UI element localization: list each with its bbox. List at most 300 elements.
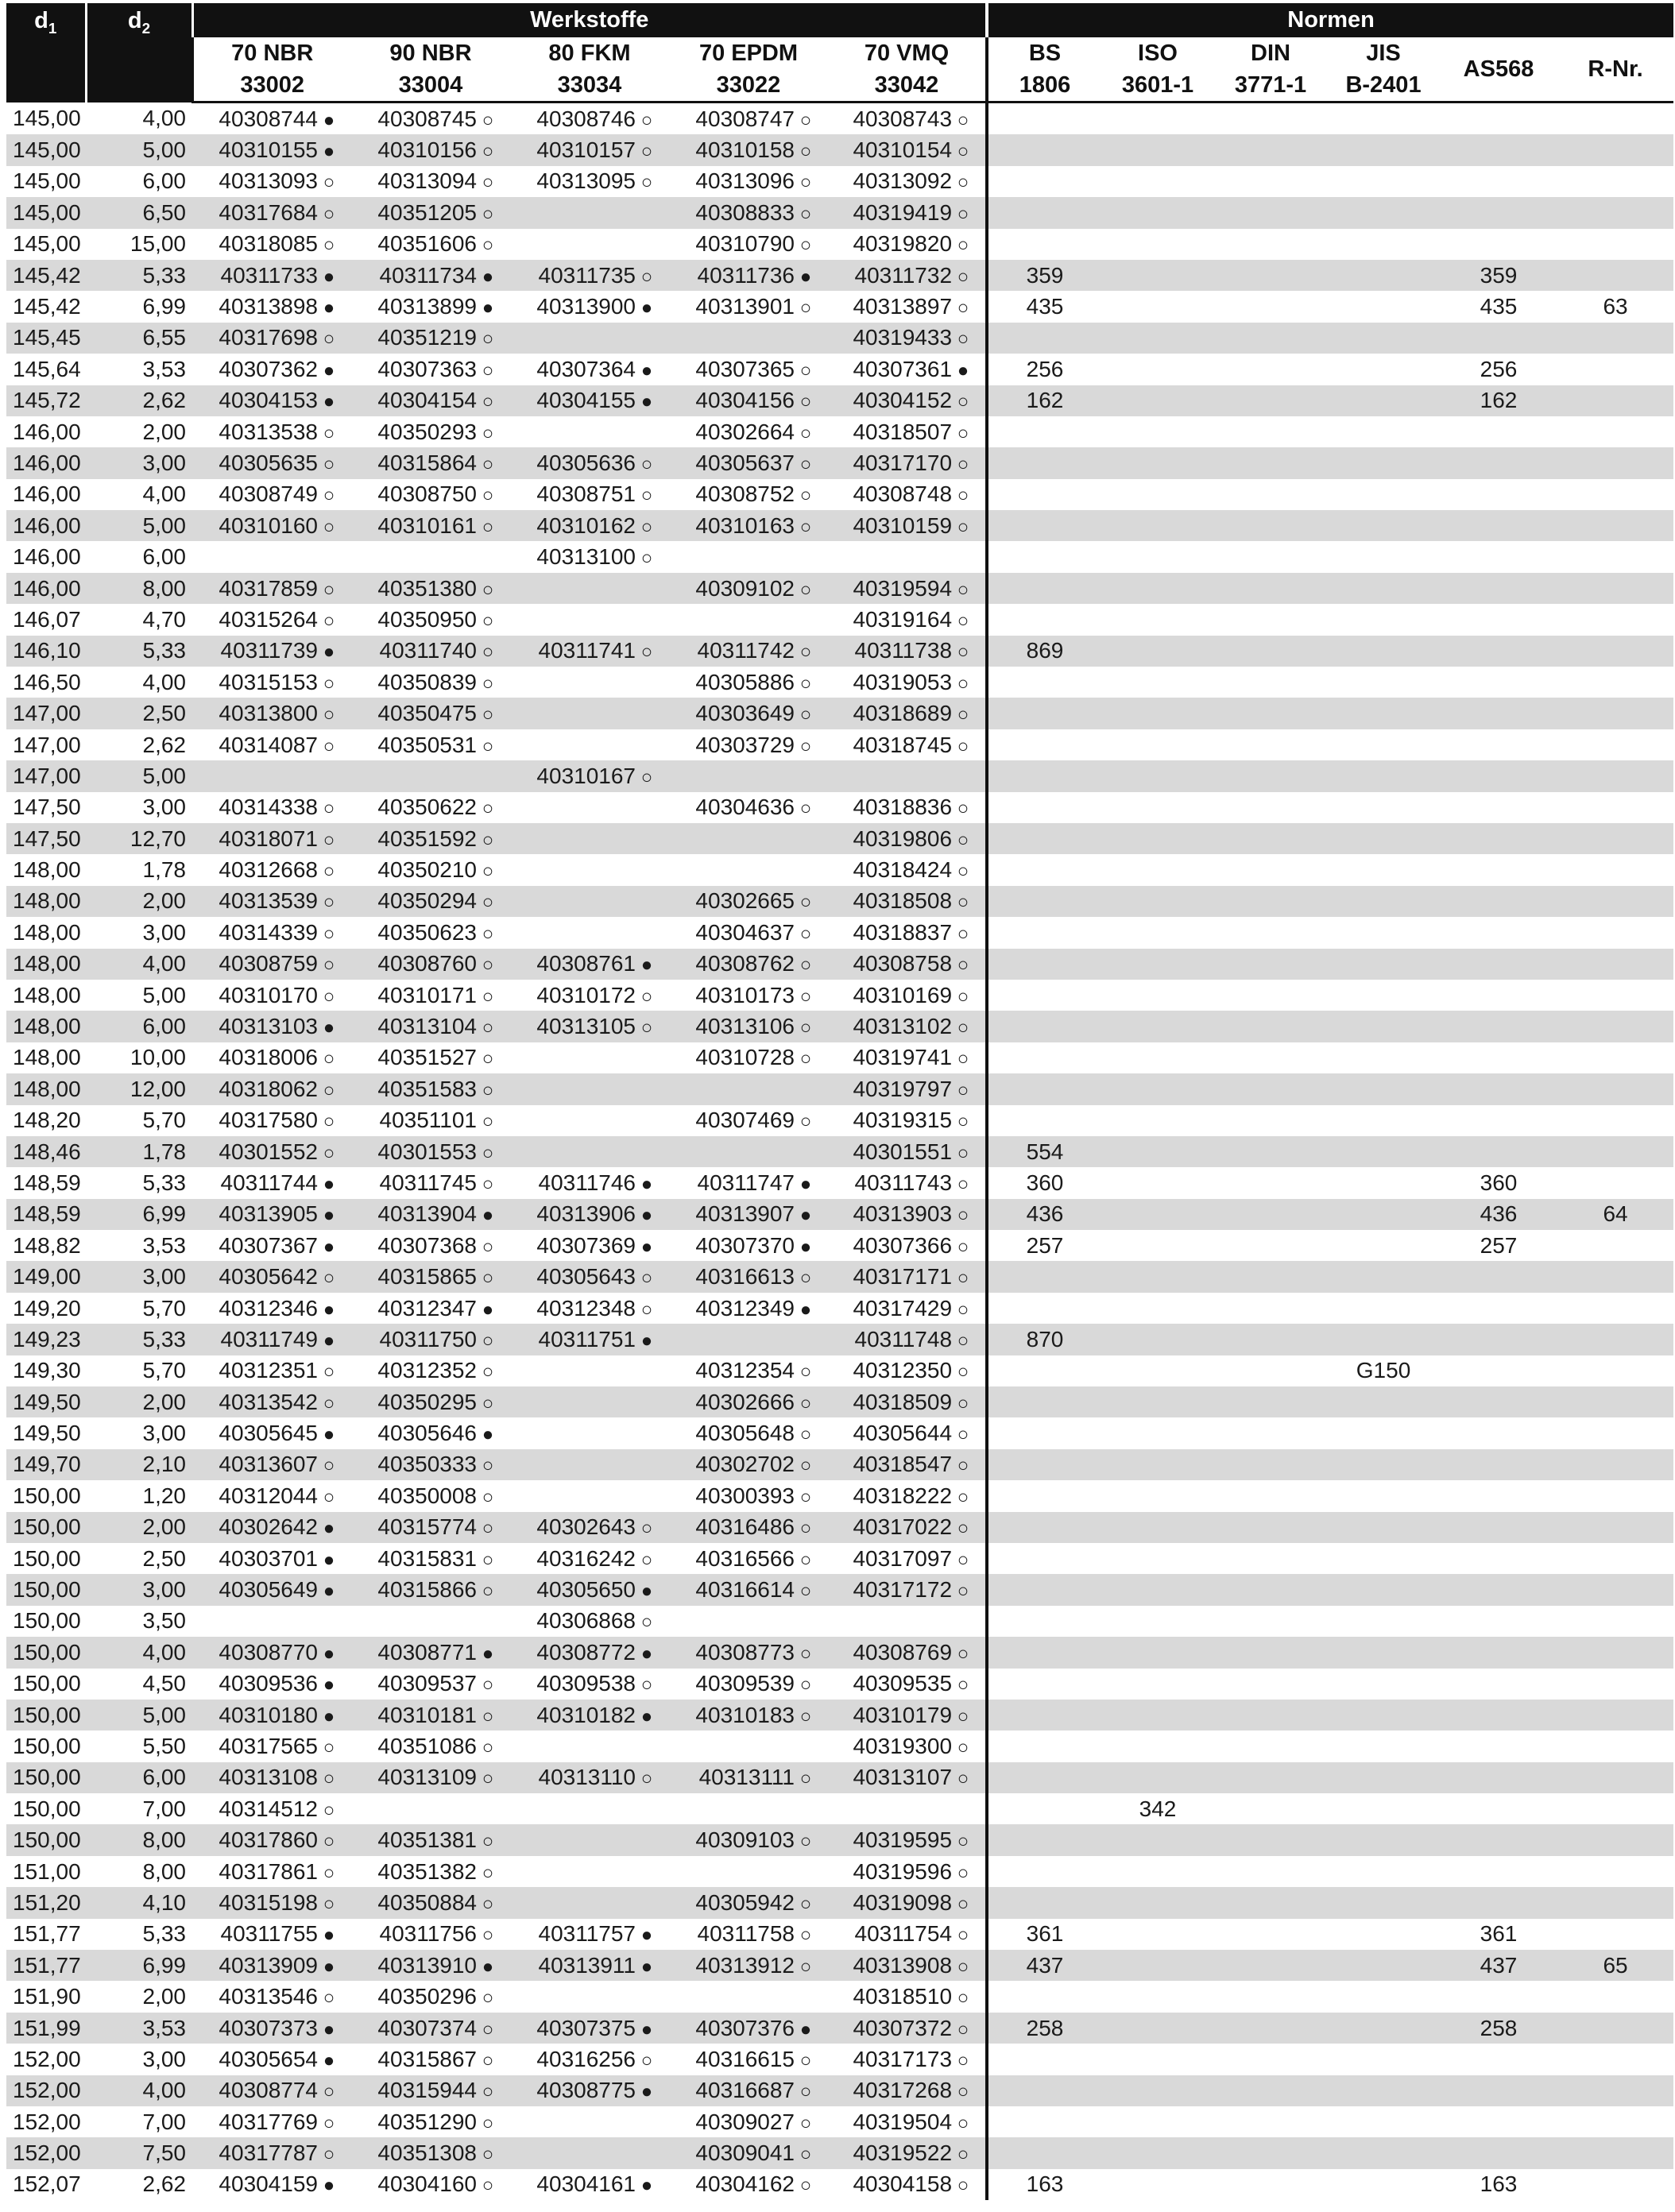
filled-circle-icon: ● (323, 1642, 335, 1665)
cell-standard-jis-b-2401 (1327, 134, 1440, 165)
cell-d1: 149,23 (6, 1324, 86, 1355)
cell-material-code (828, 604, 987, 635)
cell-d2: 6,00 (86, 166, 192, 197)
cell-material-code (669, 1950, 828, 1981)
col-header-70-epdm (669, 37, 828, 102)
open-circle-icon: ○ (323, 234, 335, 257)
cell-standard-r-nr (1557, 2106, 1673, 2137)
cell-material-code (510, 2075, 669, 2106)
filled-circle-icon: ● (799, 265, 812, 288)
open-circle-icon: ○ (799, 297, 812, 319)
article-number: 40305650 (536, 1577, 636, 1603)
article-number: 40307370 (695, 1232, 795, 1258)
cell-standard-as568: 436 (1440, 1199, 1557, 1230)
cell-material-code (351, 1793, 510, 1824)
open-circle-icon: ○ (323, 1737, 335, 1758)
article-number: 40350531 (377, 732, 477, 757)
cell-d2: 5,70 (86, 1355, 192, 1386)
cell-material-code (351, 447, 510, 478)
cell-standard-bs-1806 (987, 1793, 1101, 1824)
article-number: 40313104 (377, 1014, 477, 1039)
cell-standard-as568 (1440, 823, 1557, 854)
open-circle-icon: ○ (323, 954, 335, 976)
cell-material-code (510, 1793, 669, 1824)
cell-standard-jis-b-2401 (1327, 385, 1440, 416)
cell-standard-r-nr (1557, 604, 1673, 635)
cell-standard-din-3771-1 (1214, 698, 1327, 729)
cell-standard-r-nr (1557, 416, 1673, 447)
cell-standard-din-3771-1 (1214, 1512, 1327, 1543)
table-row (6, 2044, 1673, 2075)
cell-material-code (192, 1261, 351, 1292)
open-circle-icon: ○ (799, 735, 812, 757)
open-circle-icon: ○ (640, 265, 653, 288)
cell-standard-jis-b-2401 (1327, 354, 1440, 385)
cell-material-code (351, 917, 510, 948)
cell-material-code (351, 354, 510, 385)
cell-standard-iso-3601-1 (1101, 479, 1214, 510)
cell-d2: 2,10 (86, 1449, 192, 1480)
article-number: 40318689 (853, 701, 953, 726)
cell-material-code (828, 1856, 987, 1887)
open-circle-icon: ○ (957, 1674, 969, 1696)
open-circle-icon: ○ (957, 1642, 969, 1665)
cell-standard-jis-b-2401: G150 (1327, 1355, 1440, 1386)
cell-material-code (351, 1700, 510, 1731)
article-number: 40308745 (377, 106, 477, 131)
cell-standard-as568 (1440, 792, 1557, 823)
cell-standard-r-nr (1557, 2044, 1673, 2075)
cell-standard-r-nr (1557, 385, 1673, 416)
cell-material-code (669, 354, 828, 385)
cell-standard-iso-3601-1 (1101, 1950, 1214, 1981)
cell-standard-as568 (1440, 667, 1557, 698)
cell-standard-r-nr (1557, 1324, 1673, 1355)
open-circle-icon: ○ (799, 172, 812, 194)
cell-standard-iso-3601-1 (1101, 760, 1214, 791)
article-number: 40314512 (219, 1796, 318, 1821)
cell-standard-bs-1806 (987, 1543, 1101, 1574)
cell-material-code (192, 1199, 351, 1230)
open-circle-icon: ○ (957, 985, 969, 1007)
cell-d1: 147,50 (6, 792, 86, 823)
cell-material-code (351, 1512, 510, 1543)
cell-standard-iso-3601-1 (1101, 229, 1214, 260)
col-header-70-epdm-line2: 33022 (716, 72, 781, 98)
cell-material-code (351, 1199, 510, 1230)
cell-material-code (192, 698, 351, 729)
group-header-werkstoffe: Werkstoffe (192, 3, 987, 37)
cell-standard-r-nr (1557, 197, 1673, 228)
table-row (6, 1073, 1673, 1104)
cell-standard-din-3771-1 (1214, 479, 1327, 510)
article-number: 40318062 (219, 1076, 318, 1101)
cell-standard-r-nr (1557, 1512, 1673, 1543)
cell-material-code (192, 447, 351, 478)
table-row (6, 323, 1673, 354)
cell-standard-iso-3601-1 (1101, 980, 1214, 1011)
cell-standard-jis-b-2401 (1327, 1543, 1440, 1574)
open-circle-icon: ○ (957, 1298, 969, 1321)
open-circle-icon: ○ (799, 1267, 812, 1290)
cell-standard-bs-1806 (987, 197, 1101, 228)
cell-standard-jis-b-2401 (1327, 729, 1440, 760)
filled-circle-icon: ● (640, 2081, 653, 2103)
article-number: 40318085 (219, 231, 318, 257)
article-number: 40312349 (695, 1295, 795, 1321)
cell-d1: 148,59 (6, 1199, 86, 1230)
cell-standard-din-3771-1 (1214, 886, 1327, 917)
cell-standard-din-3771-1 (1214, 1700, 1327, 1731)
cell-standard-as568 (1440, 1887, 1557, 1918)
open-circle-icon: ○ (799, 422, 812, 444)
table-row (6, 166, 1673, 197)
article-number: 40308769 (853, 1639, 953, 1665)
cell-standard-bs-1806 (987, 323, 1101, 354)
article-number: 40305637 (695, 450, 795, 475)
article-number: 40310179 (853, 1702, 953, 1727)
cell-standard-iso-3601-1 (1101, 134, 1214, 165)
article-number: 40308760 (377, 951, 477, 976)
cell-standard-jis-b-2401 (1327, 2137, 1440, 2168)
open-circle-icon: ○ (323, 1111, 335, 1133)
article-number: 40350295 (377, 1389, 477, 1414)
cell-material-code (510, 229, 669, 260)
cell-standard-as568: 437 (1440, 1950, 1557, 1981)
cell-standard-as568 (1440, 604, 1557, 635)
cell-d2: 5,33 (86, 1919, 192, 1950)
cell-material-code (828, 385, 987, 416)
cell-material-code (192, 2075, 351, 2106)
article-number: 40304155 (536, 388, 636, 413)
cell-standard-iso-3601-1 (1101, 604, 1214, 635)
cell-standard-iso-3601-1 (1101, 510, 1214, 541)
cell-material-code (351, 1386, 510, 1417)
article-number: 40310790 (695, 231, 795, 257)
cell-standard-din-3771-1 (1214, 323, 1327, 354)
cell-d1: 151,77 (6, 1919, 86, 1950)
article-number: 40351583 (377, 1076, 477, 1101)
cell-d2: 5,33 (86, 636, 192, 667)
cell-d1: 146,00 (6, 573, 86, 604)
open-circle-icon: ○ (482, 1831, 494, 1853)
cell-d2: 4,70 (86, 604, 192, 635)
cell-standard-jis-b-2401 (1327, 1731, 1440, 1761)
article-number: 40305635 (219, 450, 318, 475)
cell-standard-iso-3601-1 (1101, 854, 1214, 885)
cell-material-code (510, 1011, 669, 1042)
article-number: 40311736 (697, 262, 795, 288)
cell-standard-iso-3601-1 (1101, 2013, 1214, 2044)
cell-standard-iso-3601-1 (1101, 1543, 1214, 1574)
cell-standard-din-3771-1 (1214, 416, 1327, 447)
cell-material-code (669, 949, 828, 980)
cell-d2: 2,62 (86, 2169, 192, 2200)
cell-standard-jis-b-2401 (1327, 229, 1440, 260)
article-number: 40308761 (536, 951, 636, 976)
article-number: 40302642 (219, 1514, 318, 1540)
article-number: 40313110 (538, 1765, 636, 1790)
article-number: 40319315 (853, 1108, 953, 1133)
open-circle-icon: ○ (957, 1455, 969, 1477)
cell-standard-bs-1806 (987, 229, 1101, 260)
cell-material-code (510, 1105, 669, 1136)
article-number: 40315264 (219, 606, 318, 632)
article-number: 40312350 (853, 1358, 953, 1383)
col-header-70-nbr-line2: 33002 (240, 72, 305, 98)
cell-d2: 5,33 (86, 1324, 192, 1355)
open-circle-icon: ○ (323, 1862, 335, 1884)
cell-material-code (510, 792, 669, 823)
filled-circle-icon: ● (323, 1017, 335, 1039)
cell-material-code (828, 1637, 987, 1668)
cell-material-code (828, 1480, 987, 1511)
article-number: 40317429 (853, 1295, 953, 1321)
cell-d1: 148,00 (6, 1042, 86, 1073)
table-row (6, 854, 1673, 885)
table-row (6, 1669, 1673, 1700)
cell-material-code (669, 1417, 828, 1448)
cell-standard-as568 (1440, 102, 1557, 135)
cell-standard-din-3771-1 (1214, 917, 1327, 948)
cell-standard-r-nr (1557, 1449, 1673, 1480)
cell-material-code (351, 636, 510, 667)
cell-material-code (510, 1574, 669, 1605)
open-circle-icon: ○ (482, 141, 494, 163)
header-group-row (6, 3, 1673, 37)
cell-material-code (510, 1919, 669, 1950)
open-circle-icon: ○ (957, 203, 969, 225)
cell-d1: 148,00 (6, 917, 86, 948)
cell-standard-bs-1806 (987, 416, 1101, 447)
open-circle-icon: ○ (957, 1924, 969, 1947)
cell-material-code (828, 260, 987, 291)
cell-standard-as568: 361 (1440, 1919, 1557, 1950)
cell-standard-iso-3601-1 (1101, 729, 1214, 760)
cell-material-code (351, 698, 510, 729)
article-number: 40308773 (695, 1639, 795, 1665)
open-circle-icon: ○ (482, 2049, 494, 2071)
cell-d2: 3,00 (86, 447, 192, 478)
cell-standard-r-nr (1557, 1386, 1673, 1417)
cell-standard-as568 (1440, 2044, 1557, 2075)
col-header-as568 (1440, 37, 1557, 102)
cell-material-code (828, 1073, 987, 1104)
cell-material-code (351, 102, 510, 135)
article-number: 40306868 (536, 1608, 636, 1634)
open-circle-icon: ○ (799, 922, 812, 945)
cell-material-code (510, 1981, 669, 2012)
article-number: 40319596 (853, 1858, 953, 1884)
cell-d1: 150,00 (6, 1824, 86, 1855)
cell-standard-bs-1806 (987, 1637, 1101, 1668)
filled-circle-icon: ● (640, 954, 653, 976)
cell-d1: 150,00 (6, 1606, 86, 1637)
cell-material-code (351, 1856, 510, 1887)
cell-standard-jis-b-2401 (1327, 604, 1440, 635)
cell-standard-bs-1806 (987, 1856, 1101, 1887)
article-number: 40305644 (853, 1421, 953, 1446)
open-circle-icon: ○ (482, 798, 494, 820)
cell-material-code (828, 197, 987, 228)
cell-standard-as568: 256 (1440, 354, 1557, 385)
article-number: 40315198 (219, 1889, 318, 1915)
cell-d2: 5,00 (86, 134, 192, 165)
table-row (6, 1324, 1673, 1355)
table-row (6, 1230, 1673, 1261)
cell-standard-jis-b-2401 (1327, 447, 1440, 478)
open-circle-icon: ○ (482, 453, 494, 475)
table-row (6, 1606, 1673, 1637)
cell-standard-iso-3601-1 (1101, 1105, 1214, 1136)
cell-material-code (351, 2106, 510, 2137)
cell-d2: 12,70 (86, 823, 192, 854)
cell-material-code (669, 1105, 828, 1136)
cell-material-code (828, 1105, 987, 1136)
cell-standard-bs-1806 (987, 573, 1101, 604)
col-header-din-3771-1-line2: 3771-1 (1234, 72, 1307, 98)
open-circle-icon: ○ (323, 672, 335, 694)
open-circle-icon: ○ (323, 1361, 335, 1383)
article-number: 40350294 (377, 888, 477, 914)
cell-standard-bs-1806 (987, 1073, 1101, 1104)
cell-standard-jis-b-2401 (1327, 2106, 1440, 2137)
cell-standard-r-nr (1557, 949, 1673, 980)
cell-material-code (669, 1574, 828, 1605)
cell-standard-bs-1806 (987, 1261, 1101, 1292)
table-row (6, 2169, 1673, 2200)
col-header-70-nbr (192, 37, 351, 102)
cell-standard-din-3771-1 (1214, 1042, 1327, 1073)
article-number: 40302702 (695, 1452, 795, 1477)
filled-circle-icon: ● (799, 1236, 812, 1258)
cell-standard-bs-1806 (987, 1105, 1101, 1136)
cell-material-code (510, 385, 669, 416)
cell-standard-as568 (1440, 1011, 1557, 1042)
article-number: 40311739 (220, 638, 318, 663)
filled-circle-icon: ● (957, 359, 969, 381)
article-number: 40313607 (219, 1452, 318, 1477)
cell-d2: 5,00 (86, 980, 192, 1011)
cell-standard-din-3771-1 (1214, 1731, 1327, 1761)
article-number: 40317861 (219, 1858, 318, 1884)
cell-d1: 150,00 (6, 1793, 86, 1824)
cell-standard-iso-3601-1 (1101, 197, 1214, 228)
cell-standard-jis-b-2401 (1327, 1417, 1440, 1448)
cell-material-code (510, 1386, 669, 1417)
article-number: 40313546 (219, 1984, 318, 2009)
article-number: 40313106 (695, 1014, 795, 1039)
cell-d2: 5,00 (86, 1700, 192, 1731)
article-number: 40313897 (853, 294, 953, 319)
open-circle-icon: ○ (482, 2144, 494, 2166)
cell-d1: 145,42 (6, 291, 86, 322)
article-number: 40315153 (219, 669, 318, 694)
cell-material-code (351, 1261, 510, 1292)
cell-material-code (669, 102, 828, 135)
open-circle-icon: ○ (799, 1705, 812, 1727)
cell-standard-r-nr (1557, 823, 1673, 854)
cell-standard-as568: 257 (1440, 1230, 1557, 1261)
cell-d1: 147,00 (6, 760, 86, 791)
cell-standard-as568 (1440, 1355, 1557, 1386)
filled-circle-icon: ● (799, 1205, 812, 1227)
cell-standard-jis-b-2401 (1327, 1449, 1440, 1480)
table-row (6, 1449, 1673, 1480)
article-number: 40313904 (377, 1201, 477, 1227)
open-circle-icon: ○ (323, 1987, 335, 2009)
cell-material-code (828, 1293, 987, 1324)
cell-standard-din-3771-1 (1214, 760, 1327, 791)
open-circle-icon: ○ (482, 1173, 494, 1195)
cell-material-code (192, 1230, 351, 1261)
cell-material-code (351, 291, 510, 322)
open-circle-icon: ○ (799, 1642, 812, 1665)
table-row (6, 1950, 1673, 1981)
article-number: 40313910 (377, 1952, 477, 1978)
cell-material-code (510, 1293, 669, 1324)
cell-material-code (192, 2044, 351, 2075)
cell-material-code (510, 2013, 669, 2044)
cell-standard-r-nr (1557, 1981, 1673, 2012)
cell-material-code (669, 917, 828, 948)
cell-material-code (510, 636, 669, 667)
cell-material-code (828, 1824, 987, 1855)
cell-standard-jis-b-2401 (1327, 1887, 1440, 1918)
cell-standard-jis-b-2401 (1327, 760, 1440, 791)
cell-standard-din-3771-1 (1214, 1261, 1327, 1292)
cell-material-code (510, 729, 669, 760)
cell-d1: 147,00 (6, 698, 86, 729)
open-circle-icon: ○ (957, 735, 969, 757)
open-circle-icon: ○ (482, 1549, 494, 1571)
open-circle-icon: ○ (957, 1737, 969, 1758)
cell-d1: 151,90 (6, 1981, 86, 2012)
cell-d2: 3,00 (86, 2044, 192, 2075)
cell-d2: 7,00 (86, 2106, 192, 2137)
cell-standard-as568 (1440, 1606, 1557, 1637)
article-number: 40315864 (377, 450, 477, 475)
article-number: 40351308 (377, 2140, 477, 2166)
table-row (6, 1762, 1673, 1793)
article-number: 40303729 (695, 732, 795, 757)
open-circle-icon: ○ (957, 516, 969, 538)
article-number: 40350950 (377, 606, 477, 632)
open-circle-icon: ○ (957, 1518, 969, 1540)
cell-d2: 4,00 (86, 949, 192, 980)
cell-material-code (192, 416, 351, 447)
open-circle-icon: ○ (640, 141, 653, 163)
cell-standard-as568 (1440, 1449, 1557, 1480)
table-row (6, 1731, 1673, 1761)
cell-material-code (828, 1700, 987, 1731)
cell-material-code (351, 1073, 510, 1104)
cell-material-code (669, 604, 828, 635)
cell-material-code (351, 1669, 510, 1700)
article-number: 40307366 (853, 1232, 953, 1258)
cell-standard-as568 (1440, 2075, 1557, 2106)
article-number: 40318507 (853, 419, 953, 444)
article-number: 40307375 (536, 2015, 636, 2040)
col-header-din-3771-1-line1: DIN (1251, 41, 1290, 66)
cell-material-code (828, 1324, 987, 1355)
cell-material-code (351, 823, 510, 854)
filled-circle-icon: ● (799, 1298, 812, 1321)
open-circle-icon: ○ (323, 2144, 335, 2166)
cell-material-code (351, 1105, 510, 1136)
cell-material-code (192, 1700, 351, 1731)
cell-standard-r-nr (1557, 1887, 1673, 1918)
